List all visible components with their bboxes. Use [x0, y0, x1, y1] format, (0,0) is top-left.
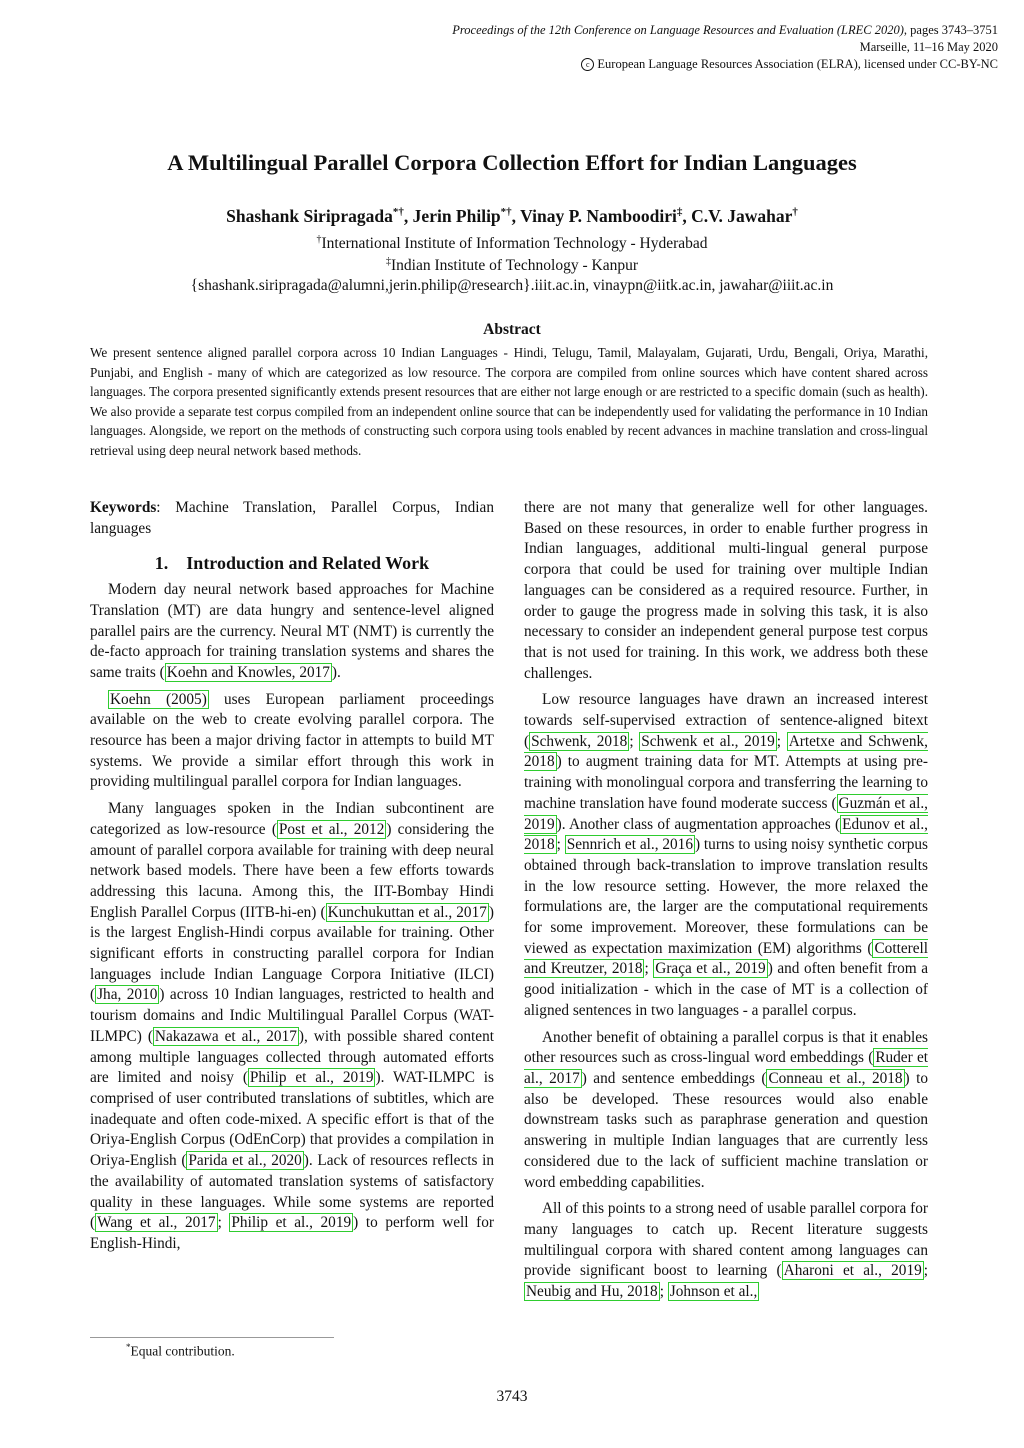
author-name: Jerin Philip — [412, 206, 501, 226]
license-text: European Language Resources Association (ELRA), licensed under CC-BY-NC — [597, 57, 998, 71]
paragraph-text: ; — [659, 1283, 668, 1301]
body-paragraph — [90, 799, 494, 1254]
paragraph-text: ) to augment training data for MT. Attempts at using pre-training with monolingual corpora and transferring the learning to machine translation have found moderate success ( — [524, 753, 928, 812]
citation-link[interactable]: Cotterell and Kreutzer, 2018 — [524, 939, 928, 978]
paper-title: A Multilingual Parallel Corpora Collection Effort for Indian Languages — [167, 150, 857, 175]
proceedings-header — [452, 22, 998, 73]
section-title: Introduction and Related Work — [186, 553, 430, 574]
copyright-icon: c — [581, 58, 594, 71]
body-paragraph — [90, 690, 494, 794]
citation-link[interactable]: Schwenk, 2018 — [531, 732, 628, 750]
abstract-text: We present sentence aligned parallel corpora across 10 Indian Languages - Hindi, Telugu, Tamil, Malayalam, Gujarati, Urdu, Bengali, Oriya, Marathi, Punjabi, and English - many of which are categorized as low resource. The corpora are compiled from online sources which have content shared across languages. The corpora presented significantly extends present resources that are either not large enough or are restricted to a specific domain (such as health). We also provide a separate test corpus compiled from an independent online source that can be independently used for validating the performance in 10 Indian languages. Alongside, we report on the methods of constructing such corpora using tools enabled by recent advances in machine translation and cross-lingual retrieval using deep neural network based methods. — [90, 345, 928, 458]
paragraph-text: ). Another class of augmentation approaches ( — [556, 815, 841, 833]
citation-link[interactable]: Aharoni et al., 2019 — [783, 1262, 922, 1280]
keywords-text: : Machine Translation, Parallel Corpus, Indian languages — [90, 499, 494, 537]
proceedings-name: Proceedings of the 12th Conference on Language Resources and Evaluation (LREC 2020) — [452, 23, 904, 37]
citation-link[interactable]: Guzmán et al., 2019 — [524, 794, 928, 833]
body-paragraph — [524, 498, 928, 684]
paragraph-text: ). Lack of resources reflects in the availability of automated translation systems of satisfactory quality in these languages. While some systems are reported ( — [90, 1152, 494, 1232]
citation-link[interactable]: Ruder et al., 2017 — [524, 1049, 929, 1087]
citation-link[interactable]: Artetxe and Schwenk, 2018 — [524, 732, 928, 771]
author-name: Vinay P. Namboodiri — [520, 206, 677, 226]
paragraph-text: ; — [923, 1262, 929, 1280]
citation-link[interactable]: Philip et al., 2019 — [249, 1069, 374, 1087]
left-column — [90, 498, 494, 1261]
body-paragraph — [524, 1199, 928, 1303]
author-mark: *† — [392, 206, 404, 219]
paragraph-text: ) to perform well for English-Hindi, — [90, 1214, 494, 1252]
citation-link[interactable]: Graça et al., 2019 — [655, 960, 766, 978]
author-list — [0, 206, 1024, 227]
paragraph-text: uses European parliament proceedings available on the web to create evolving parallel corpora. The resource has been a major driving factor in attempts to build MT systems. We provide a similar effort through this work in providing multilingual parallel corpora for Indian languages. — [90, 690, 494, 791]
section-heading — [90, 553, 494, 574]
affiliation-mark: ‡ — [385, 256, 391, 267]
citation-link[interactable]: Parida et al., 2020 — [188, 1152, 302, 1170]
footnote-rule — [90, 1337, 334, 1338]
citation-link[interactable]: Conneau et al., 2018 — [768, 1069, 903, 1087]
paragraph-text: Many languages spoken in the Indian subcontinent are categorized as low-resource ( — [90, 800, 494, 838]
author-separator: , — [511, 206, 521, 226]
paragraph-text: ) across 10 Indian languages, restricted to health and tourism domains and Indic Multilingual Parallel Corpus (WAT-ILMPC) ( — [90, 986, 494, 1045]
proceedings-line — [452, 22, 998, 39]
paragraph-text: ) and sentence embeddings ( — [581, 1069, 767, 1087]
keywords-label: Keywords — [90, 499, 157, 516]
paragraph-text: All of this points to a strong need of usable parallel corpora for many languages to catch up. Recent literature suggests multilingual corpora with shared content among languages can provide significant boost to learning ( — [524, 1200, 928, 1280]
citation-link[interactable]: Nakazawa et al., 2017 — [154, 1027, 297, 1045]
abstract-heading: Abstract — [483, 321, 541, 338]
citation-link[interactable]: Neubig and Hu, 2018 — [526, 1283, 658, 1301]
author-separator: , — [682, 206, 692, 226]
paragraph-text: ; — [556, 836, 565, 854]
citation-link[interactable]: Koehn and Knowles, 2017 — [166, 663, 330, 681]
citation-link[interactable]: Jha, 2010 — [97, 986, 158, 1004]
paragraph-text: ) to also be developed. These resources would also enable downstream tasks such as paraphrase generation and question answering in multiple Indian languages that are currently less considered due to the lack of sufficient machine translation or word embedding capabilities. — [524, 1069, 929, 1191]
author-mark: *† — [500, 206, 512, 219]
paragraph-text: ; — [644, 960, 654, 978]
paragraph-text: ) turns to using noisy synthetic corpus obtained through back-translation to improve translation results in the low resource setting. However, the more relaxed the formulations are, the larger are the computational requirements for some improvement. Moreover, these formulations can be viewed as expectation maximization (EM) algorithms ( — [524, 836, 928, 957]
keywords — [90, 498, 494, 539]
body-paragraph — [524, 690, 928, 1021]
footnote-text: Equal contribution. — [130, 1343, 235, 1359]
citation-link[interactable]: Philip et al., 2019 — [231, 1214, 352, 1232]
paragraph-text: ), with possible shared content among multiple languages collected through automated efforts are limited and noisy ( — [90, 1027, 494, 1087]
body-paragraph — [90, 580, 494, 684]
citation-link[interactable]: Sennrich et al., 2016 — [566, 836, 693, 854]
affiliation-text: International Institute of Information Technology - Hyderabad — [321, 235, 708, 253]
author-emails: {shashank.siripragada@alumni,jerin.philip@research}.iiit.ac.in, vinaypn@iitk.ac.in, jawahar@iiit.ac.in — [190, 277, 834, 294]
citation-link[interactable]: Edunov et al., 2018 — [524, 815, 929, 854]
paragraph-text: Modern day neural network based approaches for Machine Translation (MT) are data hungry and sentence-level aligned parallel pairs are the currency. Neural MT (NMT) is currently the de-facto approach for training translation systems and shares the same traits ( — [90, 581, 494, 681]
paragraph-text: ; — [629, 732, 640, 750]
section-number: 1. — [154, 553, 169, 574]
paragraph-text: ). — [331, 663, 341, 681]
author-mark: ‡ — [676, 206, 683, 219]
affiliation-mark: † — [316, 234, 322, 245]
location-date: Marseille, 11–16 May 2020 — [859, 40, 998, 54]
author-separator: , — [403, 206, 413, 226]
paragraph-text: ) is the largest English-Hindi corpus available for training. Other significant efforts in constructing parallel corpora for Indian languages include Indian Language Corpora Initiative (ILCI) ( — [90, 903, 494, 1004]
affiliation-iitk — [0, 256, 1024, 275]
affiliation-iiit — [0, 234, 1024, 253]
citation-link[interactable]: Schwenk et al., 2019 — [641, 732, 775, 750]
right-body — [524, 498, 928, 1303]
page-number: 3743 — [496, 1388, 528, 1405]
paragraph-text: ) and often benefit from a good initialization - which in the case of MT is a collection of aligned sentences in two languages - a parallel corpus. — [524, 960, 929, 1019]
paragraph-text: Low resource languages have drawn an increased interest towards self-supervised extraction of sentence-aligned bitext ( — [524, 691, 928, 750]
paragraph-text: ; — [776, 732, 787, 750]
citation-link[interactable]: Koehn (2005) — [110, 690, 207, 708]
right-column — [524, 498, 928, 1309]
paragraph-text: Another benefit of obtaining a parallel corpus is that it enables other resources such as cross-lingual word embeddings ( — [524, 1028, 928, 1067]
affiliation-text: Indian Institute of Technology - Kanpur — [390, 257, 638, 275]
left-body — [90, 580, 494, 1255]
proceedings-pages: , pages 3743–3751 — [903, 23, 998, 37]
footnote — [126, 1342, 235, 1360]
author-name: Shashank Siripragada — [226, 206, 393, 226]
author-mark: † — [792, 206, 798, 219]
paragraph-text: ; — [217, 1214, 230, 1232]
paragraph-text: there are not many that generalize well for other languages. Based on these resources, in order to enable further progress in Indian languages, additional multi-lingual general purpose corpora that could be used for training over multiple Indian languages can be considered as a required resource. Further, in order to gauge the progress made in solving this task, it is also necessary to consider an independent general purpose test corpus that is not used for training. In this work, we address both these challenges. — [524, 499, 928, 682]
citation-link[interactable]: Johnson et al., — [669, 1283, 758, 1301]
author-name: C.V. Jawahar — [691, 206, 793, 226]
license-line — [452, 56, 998, 73]
paragraph-text: ). WAT-ILMPC is comprised of user contributed translations of subtitles, which are inadequate and often code-mixed. A specific effort is that of the Oriya-English Corpus (OdEnCorp) that provides a compilation in Oriya-English ( — [90, 1069, 494, 1170]
citation-link[interactable]: Post et al., 2012 — [278, 820, 385, 838]
footnote-mark: * — [126, 1342, 131, 1352]
citation-link[interactable]: Wang et al., 2017 — [97, 1214, 216, 1232]
citation-link[interactable]: Kunchukuttan et al., 2017 — [327, 903, 487, 921]
paragraph-text: ) considering the amount of parallel corpora available for training with deep neural network based models. There have been a few efforts towards addressing this lacuna. Among this, the IIT-Bombay Hindi English Parallel Corpus (IITB-hi-en) ( — [90, 820, 494, 921]
body-paragraph — [524, 1028, 928, 1194]
